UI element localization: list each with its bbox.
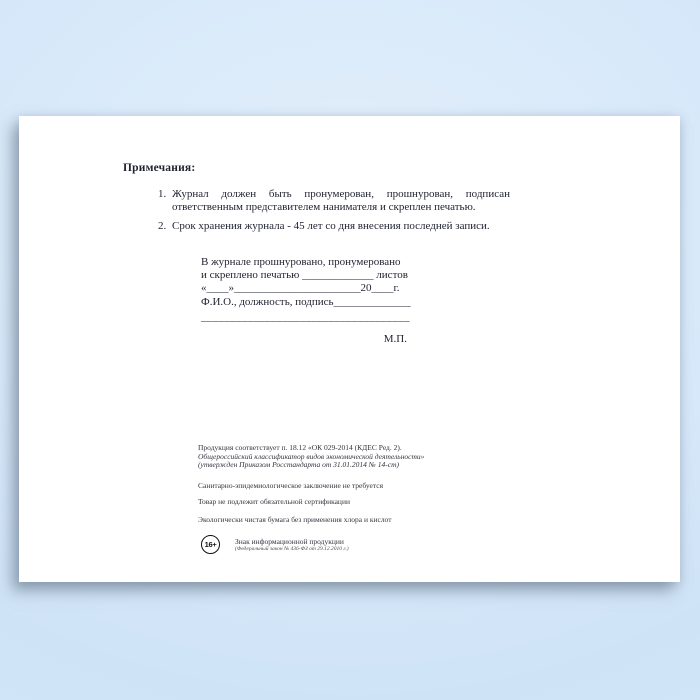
binding-record-block (201, 256, 413, 346)
list-item-number: 1. (158, 188, 167, 200)
signature-line: ____________________________________ (201, 310, 410, 323)
compliance-line: Общероссийский классификатор видов экономической деятельности» (198, 451, 425, 461)
compliance-block (198, 444, 478, 524)
age-mark-label: Знак информационной продукции (235, 537, 344, 546)
certification-note: Товар не подлежит обязательной сертификации (198, 496, 350, 506)
binding-line: В журнале прошнуровано, пронумеровано (201, 256, 401, 268)
document-page (19, 116, 680, 582)
binding-line: Ф.И.О., должность, подпись______________ (201, 295, 411, 308)
compliance-line: (утвержден Приказом Росстандарта от 31.01.2014 № 14-ст) (198, 460, 399, 469)
list-item (158, 220, 510, 233)
list-item-text: Срок хранения журнала - 45 лет со дня внесения последней записи. (172, 220, 490, 232)
eco-note: Экологически чистая бумага без применения хлора и кислот (198, 514, 392, 524)
list-item-text: Журнал должен быть пронумерован, прошнурован, подписан ответственным представителем нанимателя и скреплен печатью. (172, 188, 510, 213)
notes-list (158, 188, 510, 239)
compliance-line: Продукция соответствует п. 18.12 «ОК 029-2014 (КДЕС Ред. 2). (198, 443, 402, 452)
age-mark-law-note: (Федеральный закон № 436-ФЗ от 29.12.2010 г.) (235, 546, 349, 552)
seal-placeholder: М.П. (383, 333, 407, 346)
list-item (158, 188, 510, 214)
age-16-badge-icon: 16+ (201, 535, 220, 554)
compliance-paragraph (198, 444, 478, 470)
age-mark-row (201, 535, 349, 554)
age-mark-text (235, 535, 349, 553)
binding-line: и скреплено печатью _____________ листов (201, 269, 408, 282)
list-item-number: 2. (158, 220, 167, 232)
notes-heading: Примечания: (123, 162, 196, 174)
sanitary-note: Санитарно-эпидемиологическое заключение не требуется (198, 480, 384, 490)
binding-line: «____»_______________________20____г. (201, 282, 400, 295)
